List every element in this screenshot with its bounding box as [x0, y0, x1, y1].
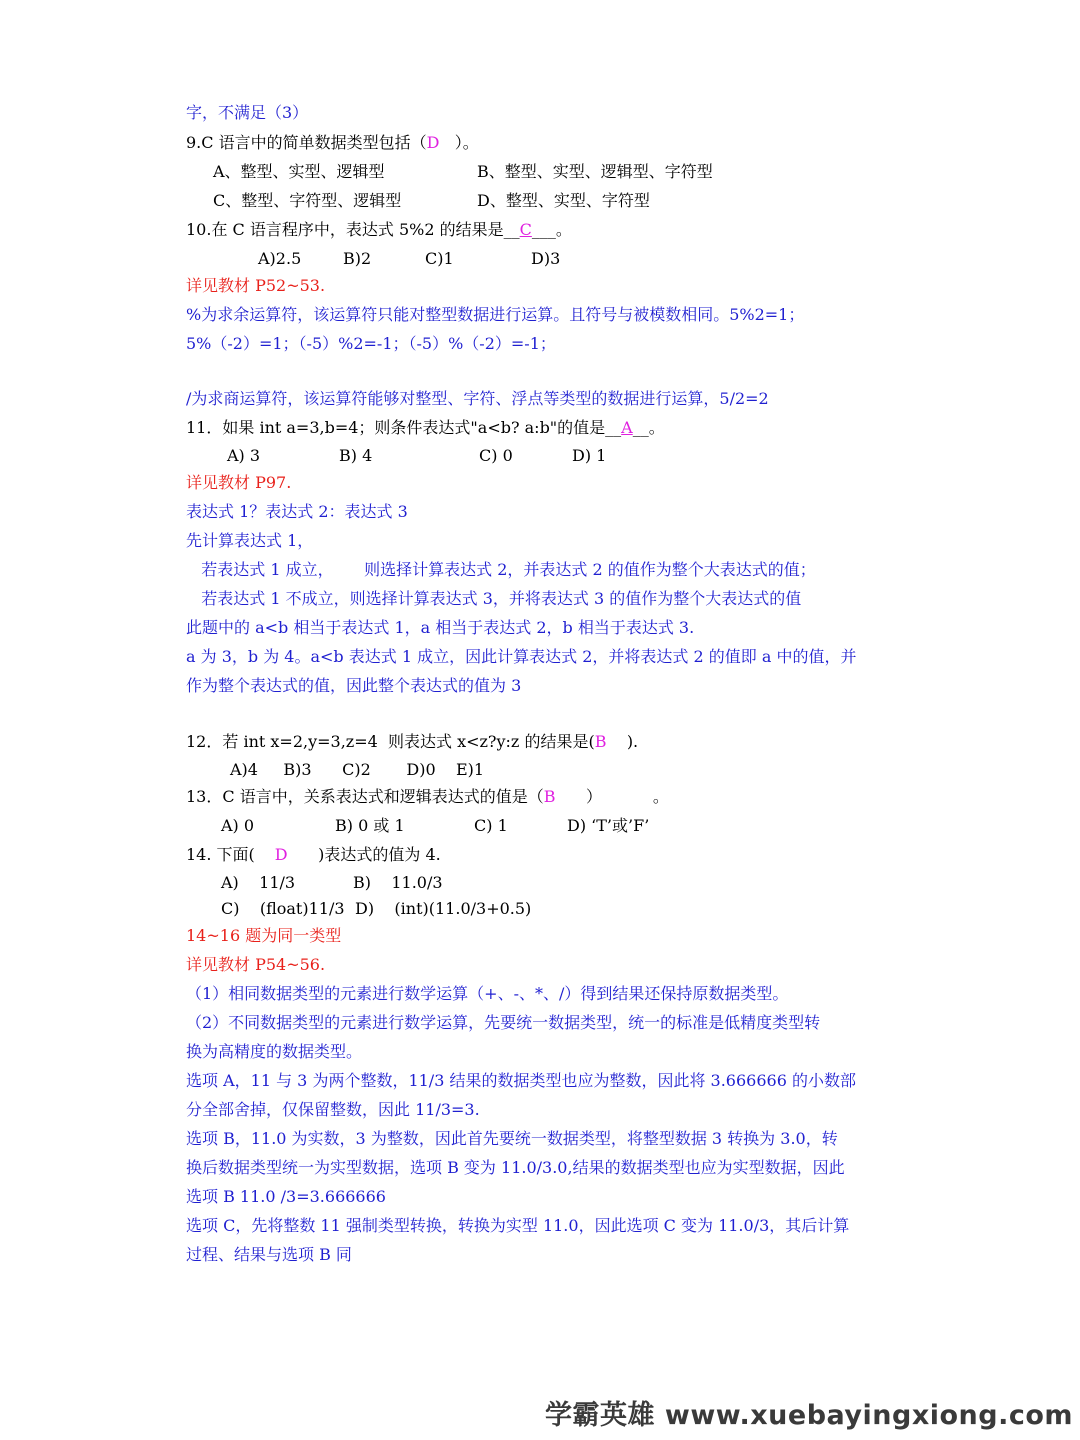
question-11: 11．如果 int a=3,b=4；则条件表达式"a<b? a:b"的值是__A__。 — [186, 418, 665, 437]
option-d: D、整型、实型、字符型 — [477, 191, 650, 210]
question-9: 9.C 语言中的简单数据类型包括（D ）。 — [186, 133, 479, 152]
explanation-line: 换后数据类型统一为实型数据，选项 B 变为 11.0/3.0,结果的数据类型也应为实型数据，因此 — [186, 1158, 845, 1177]
explanation-line: 5%（-2）=1；（-5）%2=-1；（-5）%（-2）=-1； — [186, 334, 556, 353]
question-12: 12．若 int x=2,y=3,z=4 则表达式 x<z?y:z 的结果是(B ). — [186, 732, 639, 751]
option-a: A) 11/3 — [221, 873, 296, 892]
explanation-line: （1）相同数据类型的元素进行数学运算（+、-、*、/）得到结果还保持原数据类型。 — [186, 984, 789, 1003]
explanation-line: 选项 C，先将整数 11 强制类型转换，转换为实型 11.0，因此选项 C 变为 11.0/3，其后计算 — [186, 1216, 850, 1235]
option-b: B) 0 或 1 — [335, 816, 405, 835]
explanation-line: 过程、结果与选项 B 同 — [186, 1245, 352, 1264]
explanation-line: 若表达式 1 成立， 则选择计算表达式 2，并表达式 2 的值作为整个大表达式的值； — [186, 560, 816, 579]
option-c: C) 1 — [474, 816, 508, 835]
text-line: 字，不满足（3） — [186, 103, 309, 122]
explanation-line: 表达式 1？表达式 2：表达式 3 — [186, 502, 408, 521]
option-d: D) 1 — [572, 446, 607, 465]
watermark: 学霸英雄 www.xuebayingxiong.com — [545, 1400, 1074, 1431]
option-b: B) 4 — [339, 446, 373, 465]
answer-mark: B — [594, 732, 607, 751]
answer-mark: B — [543, 787, 556, 806]
reference-line: 详见教材 P52~53. — [186, 276, 326, 295]
option-b: B) 11.0/3 — [353, 873, 443, 892]
option-a: A)2.5 — [258, 249, 302, 268]
option-d: D) ‘T’或’F’ — [567, 816, 650, 835]
question-14: 14. 下面( D )表达式的值为 4. — [186, 845, 441, 864]
option-b: B)2 — [343, 249, 372, 268]
answer-mark: A — [621, 418, 633, 437]
question-13: 13．C 语言中，关系表达式和逻辑表达式的值是（B ） 。 — [186, 787, 669, 806]
option-a: A) 3 — [227, 446, 261, 465]
option-a: A、整型、实型、逻辑型 — [213, 162, 385, 181]
answer-mark: D — [274, 845, 288, 864]
option-d: D)3 — [531, 249, 561, 268]
option-c: C) (float)11/3 — [221, 899, 345, 918]
answer-mark: D — [426, 133, 440, 152]
option-d: D) (int)(11.0/3+0.5) — [355, 899, 532, 918]
explanation-line: 先计算表达式 1， — [186, 531, 314, 550]
explanation-line: 换为高精度的数据类型。 — [186, 1042, 363, 1061]
option-a: A) 0 — [221, 816, 255, 835]
reference-line: 14~16 题为同一类型 — [186, 926, 342, 945]
answer-mark: C — [519, 220, 532, 239]
explanation-line: （2）不同数据类型的元素进行数学运算，先要统一数据类型，统一的标准是低精度类型转 — [186, 1013, 821, 1032]
explanation-line: /为求商运算符，该运算符能够对整型、字符、浮点等类型的数据进行运算，5/2=2 — [186, 389, 769, 408]
option-c: C) 0 — [479, 446, 513, 465]
options-row: A)4 B)3 C)2 D)0 E)1 — [230, 760, 485, 779]
option-c: C、整型、字符型、逻辑型 — [213, 191, 402, 210]
reference-line: 详见教材 P54~56. — [186, 955, 326, 974]
explanation-line: 若表达式 1 不成立，则选择计算表达式 3，并将表达式 3 的值作为整个大表达式的值 — [186, 589, 802, 608]
explanation-line: 选项 B 11.0 /3=3.666666 — [186, 1187, 386, 1206]
option-b: B、整型、实型、逻辑型、字符型 — [477, 162, 713, 181]
explanation-line: 此题中的 a<b 相当于表达式 1，a 相当于表达式 2，b 相当于表达式 3. — [186, 618, 695, 637]
explanation-line: %为求余运算符，该运算符只能对整型数据进行运算。且符号与被模数相同。5%2=1； — [186, 305, 805, 324]
explanation-line: 分全部舍掉，仅保留整数，因此 11/3=3. — [186, 1100, 480, 1119]
question-10: 10.在 C 语言程序中，表达式 5%2 的结果是__C___。 — [186, 220, 572, 239]
reference-line: 详见教材 P97. — [186, 473, 292, 492]
option-c: C)1 — [425, 249, 454, 268]
explanation-line: 选项 A，11 与 3 为两个整数，11/3 结果的数据类型也应为整数，因此将 3.666666 的小数部 — [186, 1071, 856, 1090]
explanation-line: 作为整个表达式的值，因此整个表达式的值为 3 — [186, 676, 522, 695]
explanation-line: 选项 B，11.0 为实数，3 为整数，因此首先要统一数据类型，将整型数据 3 转换为 3.0，转 — [186, 1129, 838, 1148]
explanation-line: a 为 3，b 为 4。a<b 表达式 1 成立，因此计算表达式 2，并将表达式 2 的值即 a 中的值，并 — [186, 647, 857, 666]
